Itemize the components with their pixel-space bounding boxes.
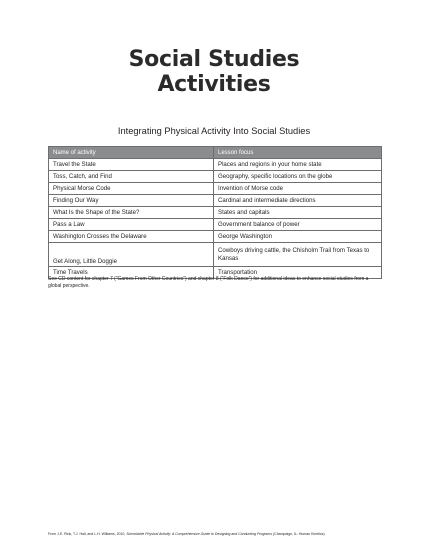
lesson-focus: Cowboys driving cattle, the Chisholm Trail from Texas to Kansas bbox=[214, 243, 382, 267]
lesson-focus: Invention of Morse code bbox=[214, 183, 382, 195]
activity-name: Pass a Law bbox=[49, 219, 214, 231]
activity-name: Time Travels bbox=[49, 267, 214, 279]
table-row bbox=[49, 243, 382, 267]
column-header-lesson-focus: Lesson focus bbox=[214, 147, 382, 159]
lesson-focus: Transportation bbox=[214, 267, 382, 279]
credit-authors: From J.E. Rink, T.J. Hall, and L.H. Williams, 2010, bbox=[48, 532, 127, 536]
lesson-focus: Government balance of power bbox=[214, 219, 382, 231]
table-row bbox=[49, 231, 382, 243]
activity-name: Physical Morse Code bbox=[49, 183, 214, 195]
activity-name: Travel the State bbox=[49, 159, 214, 171]
source-credit bbox=[48, 532, 388, 537]
lesson-focus: Places and regions in your home state bbox=[214, 159, 382, 171]
lesson-focus: States and capitals bbox=[214, 207, 382, 219]
credit-book-title: Schoolwide Physical Activity: A Comprehensive Guide to Designing and Conducting Programs bbox=[126, 532, 273, 536]
lesson-focus: Geography, specific locations on the globe bbox=[214, 171, 382, 183]
table-row bbox=[49, 207, 382, 219]
table-header-row bbox=[49, 147, 382, 159]
table-row bbox=[49, 171, 382, 183]
table-title: Integrating Physical Activity Into Social Studies bbox=[117, 126, 311, 136]
column-header-activity: Name of activity bbox=[49, 147, 214, 159]
table-note: See CD content for chapter 7 (“Games From Other Countries”) and chapter 8 (“Folk Dance”) for additional ideas to enhance social studies from a global perspective. bbox=[48, 276, 369, 289]
table-row bbox=[49, 159, 382, 171]
lesson-focus: George Washington bbox=[214, 231, 382, 243]
page-title-line-2: Activities bbox=[157, 72, 271, 97]
lesson-focus: Cardinal and intermediate directions bbox=[214, 195, 382, 207]
table-row bbox=[49, 183, 382, 195]
page-title-line-1: Social Studies bbox=[128, 47, 300, 72]
activity-name: Get Along, Little Doggie bbox=[49, 243, 214, 267]
activity-name: What Is the Shape of the State? bbox=[49, 207, 214, 219]
activities-table bbox=[48, 146, 382, 279]
table-row bbox=[49, 195, 382, 207]
credit-publisher: (Champaign, IL: Human Kinetics). bbox=[272, 532, 326, 536]
activity-name: Toss, Catch, and Find bbox=[49, 171, 214, 183]
activity-name: Washington Crosses the Delaware bbox=[49, 231, 214, 243]
table-row bbox=[49, 219, 382, 231]
activity-name: Finding Our Way bbox=[49, 195, 214, 207]
